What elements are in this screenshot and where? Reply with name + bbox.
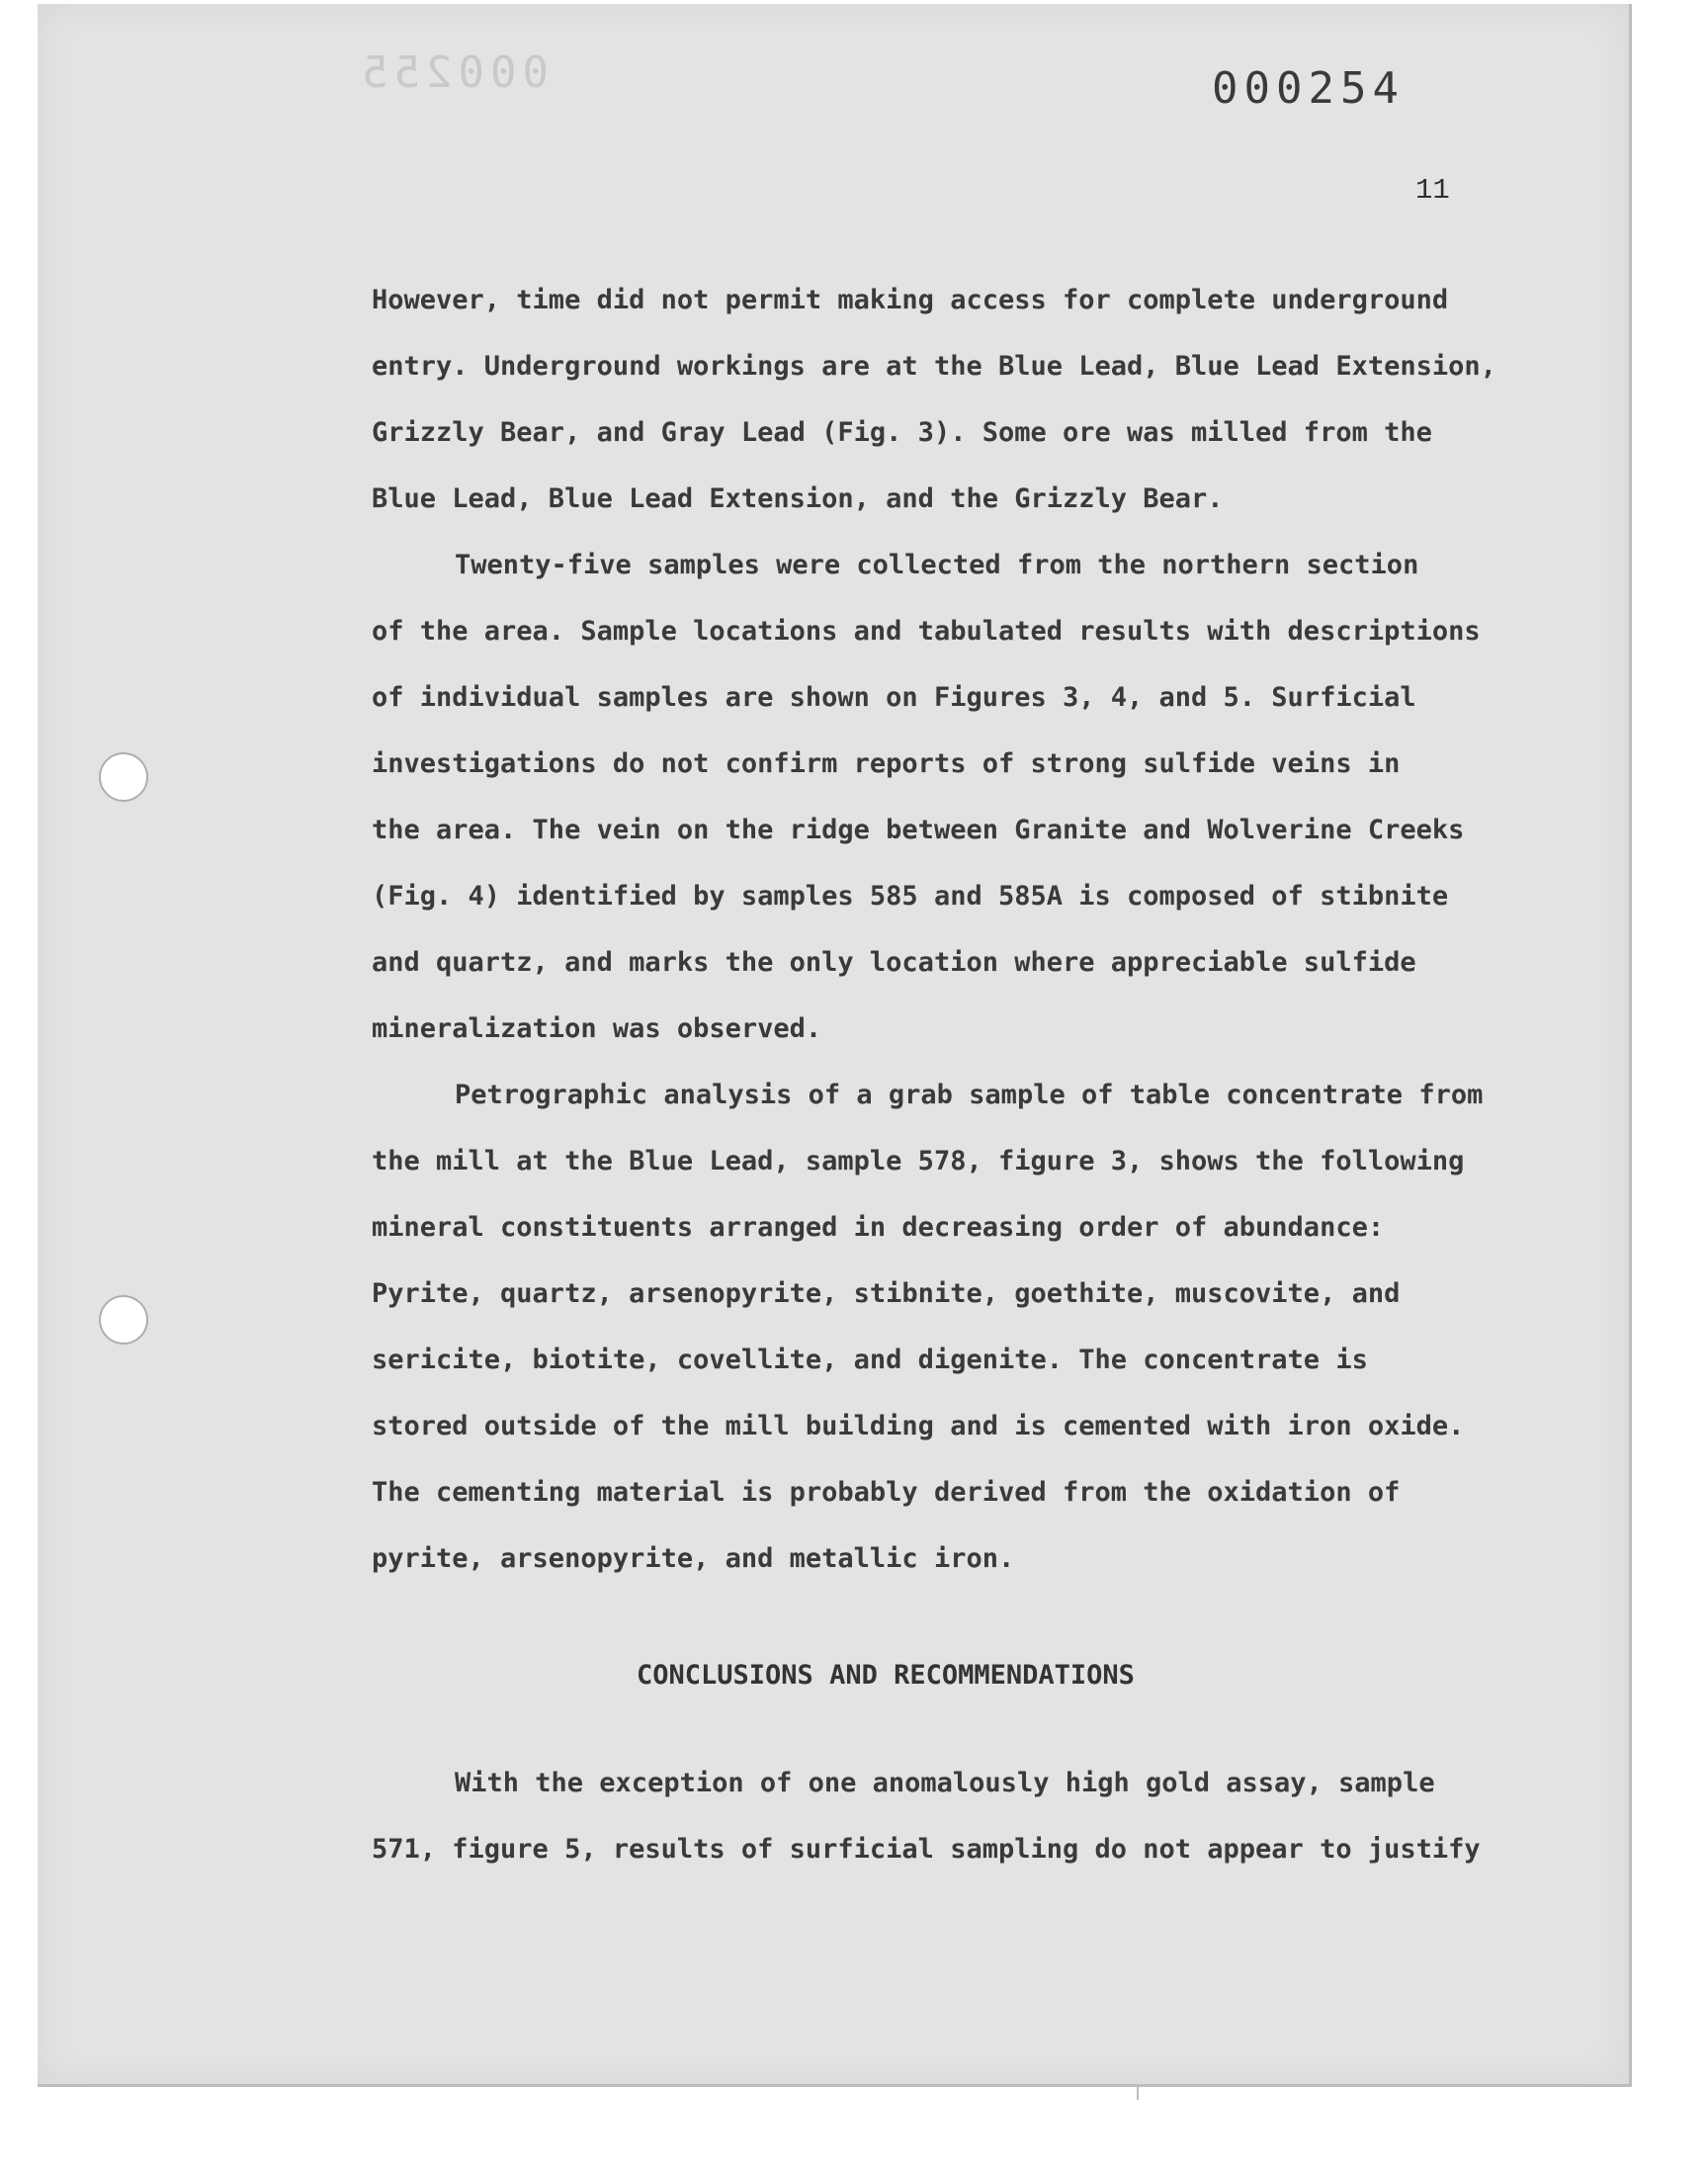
text-line: and quartz, and marks the only location where appreciable sulfide — [372, 947, 1416, 978]
text-line: The cementing material is probably derived from the oxidation of — [372, 1477, 1401, 1508]
text-line: However, time did not permit making access for complete underground — [372, 285, 1449, 315]
text-line: 571, figure 5, results of surficial sampling do not appear to justify — [372, 1834, 1481, 1865]
punch-hole-top — [99, 752, 148, 802]
text-line: the area. The vein on the ridge between Granite and Wolverine Creeks — [372, 815, 1465, 845]
text-line: Twenty-five samples were collected from the northern section — [455, 550, 1419, 580]
document-number: 000254 — [1212, 63, 1405, 114]
text-line: (Fig. 4) identified by samples 585 and 585A is composed of stibnite — [372, 881, 1449, 912]
page-number: 11 — [1415, 174, 1450, 207]
text-line: mineral constituents arranged in decreasing order of abundance: — [372, 1212, 1385, 1243]
document-page — [38, 4, 1632, 2087]
text-line: of individual samples are shown on Figures 3, 4, and 5. Surficial — [372, 682, 1416, 713]
text-line: pyrite, arsenopyrite, and metallic iron. — [372, 1543, 1015, 1574]
text-line: With the exception of one anomalously high gold assay, sample — [455, 1768, 1435, 1798]
text-line: the mill at the Blue Lead, sample 578, figure 3, shows the following — [372, 1146, 1465, 1176]
text-line: Grizzly Bear, and Gray Lead (Fig. 3). Some ore was milled from the — [372, 417, 1432, 448]
scan-edge-mark — [1137, 2084, 1139, 2100]
text-line: stored outside of the mill building and is cemented with iron oxide. — [372, 1411, 1465, 1441]
text-line: Petrographic analysis of a grab sample of table concentrate from — [455, 1080, 1484, 1110]
section-heading: CONCLUSIONS AND RECOMMENDATIONS — [637, 1660, 1135, 1691]
text-line: investigations do not confirm reports of strong sulfide veins in — [372, 748, 1401, 779]
text-line: Blue Lead, Blue Lead Extension, and the Grizzly Bear. — [372, 483, 1224, 514]
text-line: Pyrite, quartz, arsenopyrite, stibnite, goethite, muscovite, and — [372, 1278, 1401, 1309]
text-line: mineralization was observed. — [372, 1013, 822, 1044]
text-line: of the area. Sample locations and tabulated results with descriptions — [372, 616, 1481, 647]
text-line: entry. Underground workings are at the Blue Lead, Blue Lead Extension, — [372, 351, 1496, 382]
bleed-through-number: 000255 — [356, 47, 549, 98]
punch-hole-bottom — [99, 1295, 148, 1345]
paragraph-1 — [372, 267, 1558, 1592]
paragraph-4 — [372, 1750, 1558, 1882]
text-line: sericite, biotite, covellite, and digenite. The concentrate is — [372, 1345, 1368, 1375]
